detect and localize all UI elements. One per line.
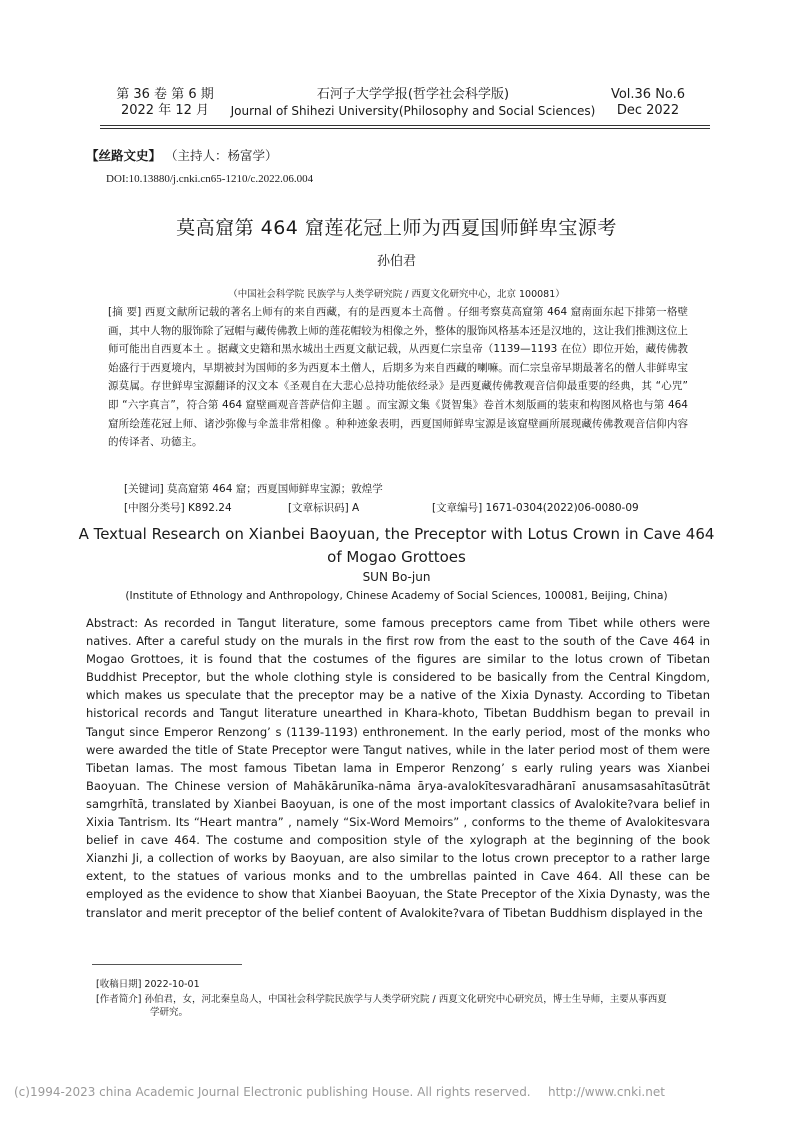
journal-title-en: Journal of Shihezi University(Philosophy and Social Sciences) [230, 104, 596, 118]
volume-issue-cn: 第 36 卷 第 6 期 [116, 87, 214, 102]
footnote-separator [92, 964, 242, 965]
copyright-watermark: (c)1994-2023 china Academic Journal Electronic publishing House. All rights reserved. [14, 1085, 531, 1099]
abstract-en-label: Abstract: [86, 616, 139, 630]
doi[interactable]: DOI:10.13880/j.cnki.cn65-1210/c.2022.06.004 [106, 173, 314, 185]
article-number: [文章编号] 1671-0304(2022)06-0080-09 [432, 502, 639, 514]
abstract-en-text: As recorded in Tangut literature, some famous preceptors came from Tibet while others were natives. After a careful study on the murals in the first row from the east to the south of the Cave 464 in Mogao Grottoes, it is found that the costumes of the figures are similar to the lotus crown of Tibetan Buddhist Preceptor, but the whole clothing style is considered to be basically from the Central Kingdom, which makes us speculate that the preceptor may be a native of the Xixia Dynasty. According to Tibetan historical records and Tangut literature unearthed in Khara-khoto, Tibetan Buddhism began to prevail in Tangut since Emperor Renzong’ s (1139-1193) enthronement. In the early period, most of the monks who were awarded the title of State Preceptor were Tangut natives, while in the later period most of them were Tibetan lamas. The most famous Tibetan lama in Emperor Renzong’ s early ruling years was Xianbei Baoyuan. The Chinese version of Mahākārunīka-nāma ārya-avalokītesvaradhāranī anusamsasahītasūtrāt samgrhītā, translated by Xianbei Baoyuan, is one of the most important classics of Avalokite?vara belief in Xixia Tantrism. Its “Heart mantra” , namely “Six-Word Memoirs” , conforms to the theme of Avalokitesvara belief in cave 464. The costume and composition style of the xylograph at the beginning of the book Xianzhi Ji, a collection of works by Baoyuan, are also similar to the lotus crown preceptor to a rather large extent, to the statues of various monks and to the umbrellas painted in Cave 464. All these can be employed as the evidence to show that Xianbei Baoyuan, the State Preceptor of the Xixia Dynasty, was the translator and merit preceptor of the belief content of Avalokite?vara of Tibetan Buddhism displayed in the [86, 616, 711, 920]
author-bio-line1: 孙伯君，女，河北秦皇岛人，中国社会科学院民族学与人类学研究院 / 西夏文化研究中心研究员，博士生导师，主要从事西夏 [144, 994, 667, 1005]
document-code: [文章标识码] A [288, 502, 360, 514]
article-title-en-line2: of Mogao Grottoes [327, 548, 466, 566]
affiliation-en: (Institute of Ethnology and Anthropology, Chinese Academy of Social Sciences, 100081, Beijing, China) [125, 590, 668, 602]
author-bio-label: [作者简介] [96, 994, 142, 1005]
abstract-en [86, 614, 710, 922]
column-host: （主持人：杨富学） [165, 148, 278, 163]
article-title-cn: 莫高窟第 464 窟莲花冠上师为西夏国师鲜卑宝源考 [176, 217, 617, 239]
date-cn: 2022 年 12 月 [120, 103, 210, 118]
column-heading [86, 146, 278, 164]
received-date: [收稿日期] 2022-10-01 [96, 979, 200, 990]
article-title-en-line1: A Textual Research on Xianbei Baoyuan, the Preceptor with Lotus Crown in Cave 464 [78, 525, 715, 543]
abstract-cn: [摘 要] 西夏文献所记载的著名上师有的来自西藏，有的是西夏本土高僧 。仔细考察莫高窟第 464 窟南面东起下排第一格壁画，其中人物的服饰除了冠帽与藏传佛教上师的莲花帽较为相像之外，整体的服饰风格基本还是汉地的，这让我们推测这位上师可能出自西夏本土 。据藏文史籍和黑水城出土西夏文献记载，从西夏仁宗皇帝（1139—1193 在位）即位开始，藏传佛教始盛行于西夏境内，早期被封为国师的多为西夏本土僧人，后期多为来自西藏的喇嘛。而仁宗皇帝早期最著名的僧人非鲜卑宝源莫属。存世鲜卑宝源翻译的汉文本《圣观自在大悲心总持功能依经录》是西夏藏传佛教观音信仰最重要的经典，其 “心咒” 即 “六字真言”，符合第 464 窟壁画观音菩萨信仰主题 。而宝源文集《贤智集》卷首木刻版画的装束和构图风格也与第 464 窟所绘莲花冠上师、诸沙弥像与伞盖非常相像 。种种迹象表明，西夏国师鲜卑宝源是该窟壁画所展现藏传佛教观音信仰内容的传译者、功德主。 [108, 306, 688, 449]
author-en: SUN Bo-jun [362, 570, 431, 584]
volume-issue-en: Vol.36 No.6 [610, 87, 686, 102]
keywords-cn: [关键词] 莫高窟第 464 窟；西夏国师鲜卑宝源；敦煌学 [124, 483, 383, 495]
date-en: Dec 2022 [616, 103, 680, 118]
author-cn: 孙伯君 [376, 254, 416, 269]
author-bio-line2: 学研究。 [150, 1007, 189, 1018]
header-rule [100, 125, 710, 126]
abstract-en-paragraph [86, 614, 710, 922]
affiliation-cn: （中国社会科学院 民族学与人类学研究院 / 西夏文化研究中心，北京 100081） [228, 289, 565, 300]
journal-title-cn: 石河子大学学报(哲学社会科学版) [316, 87, 510, 102]
clc-number: [中图分类号] K892.24 [124, 502, 232, 514]
cnki-url[interactable]: http://www.cnki.net [548, 1085, 665, 1099]
author-bio [96, 993, 696, 1006]
column-label: 【丝路文史】 [86, 148, 162, 163]
header-rule-2 [100, 128, 710, 129]
